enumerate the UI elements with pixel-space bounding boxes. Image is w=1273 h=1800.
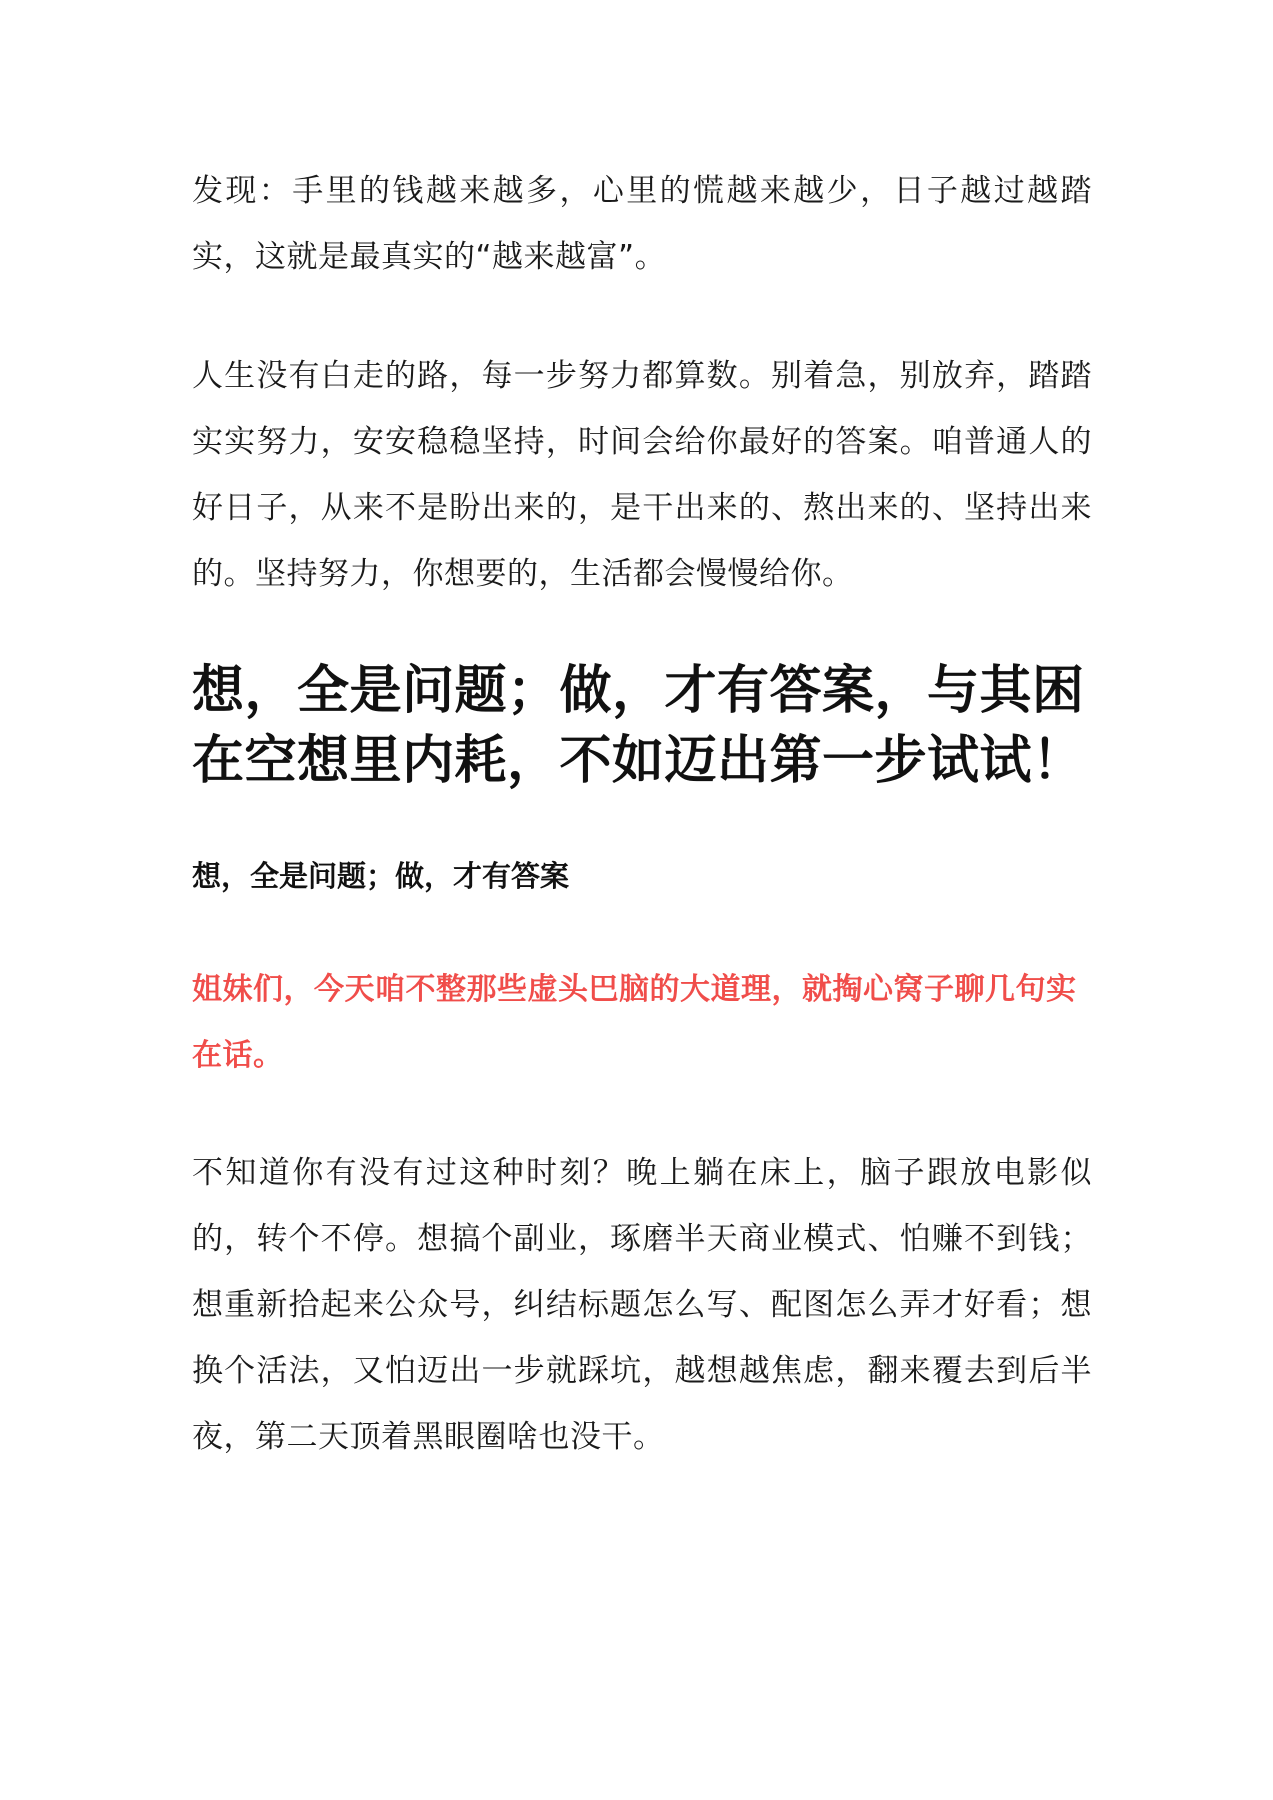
- article-headline: 想，全是问题；做，才有答案，与其困在空想里内耗，不如迈出第一步试试！: [192, 660, 1085, 791]
- paragraph-wealth-summary: 发现：手里的钱越来越多，心里的慌越来越少，日子越过越踏实，这就是最真实的“越来越富”。: [192, 173, 1092, 275]
- highlight-paragraph: 姐妹们，今天咱不整那些虚头巴脑的大道理，就掏心窝子聊几句实在话。: [192, 972, 1077, 1073]
- section-subheading: 想，全是问题；做，才有答案: [192, 859, 570, 893]
- paragraph-keep-going: 人生没有白走的路，每一步努力都算数。别着急，别放弃，踏踏实实努力，安安稳稳坚持，时间会给你最好的答案。咱普通人的好日子，从来不是盼出来的，是干出来的、熬出来的、坚持出来的。坚持努力，你想要的，生活都会慢慢给你。: [192, 358, 1092, 592]
- paragraph-overthinking: 不知道你有没有过这种时刻？晚上躺在床上，脑子跟放电影似的，转个不停。想搞个副业，琢磨半天商业模式、怕赚不到钱；想重新拾起来公众号，纠结标题怎么写、配图怎么弄才好看；想换个活法，又怕迈出一步就踩坑，越想越焦虑，翻来覆去到后半夜，第二天顶着黑眼圈啥也没干。: [192, 1155, 1092, 1455]
